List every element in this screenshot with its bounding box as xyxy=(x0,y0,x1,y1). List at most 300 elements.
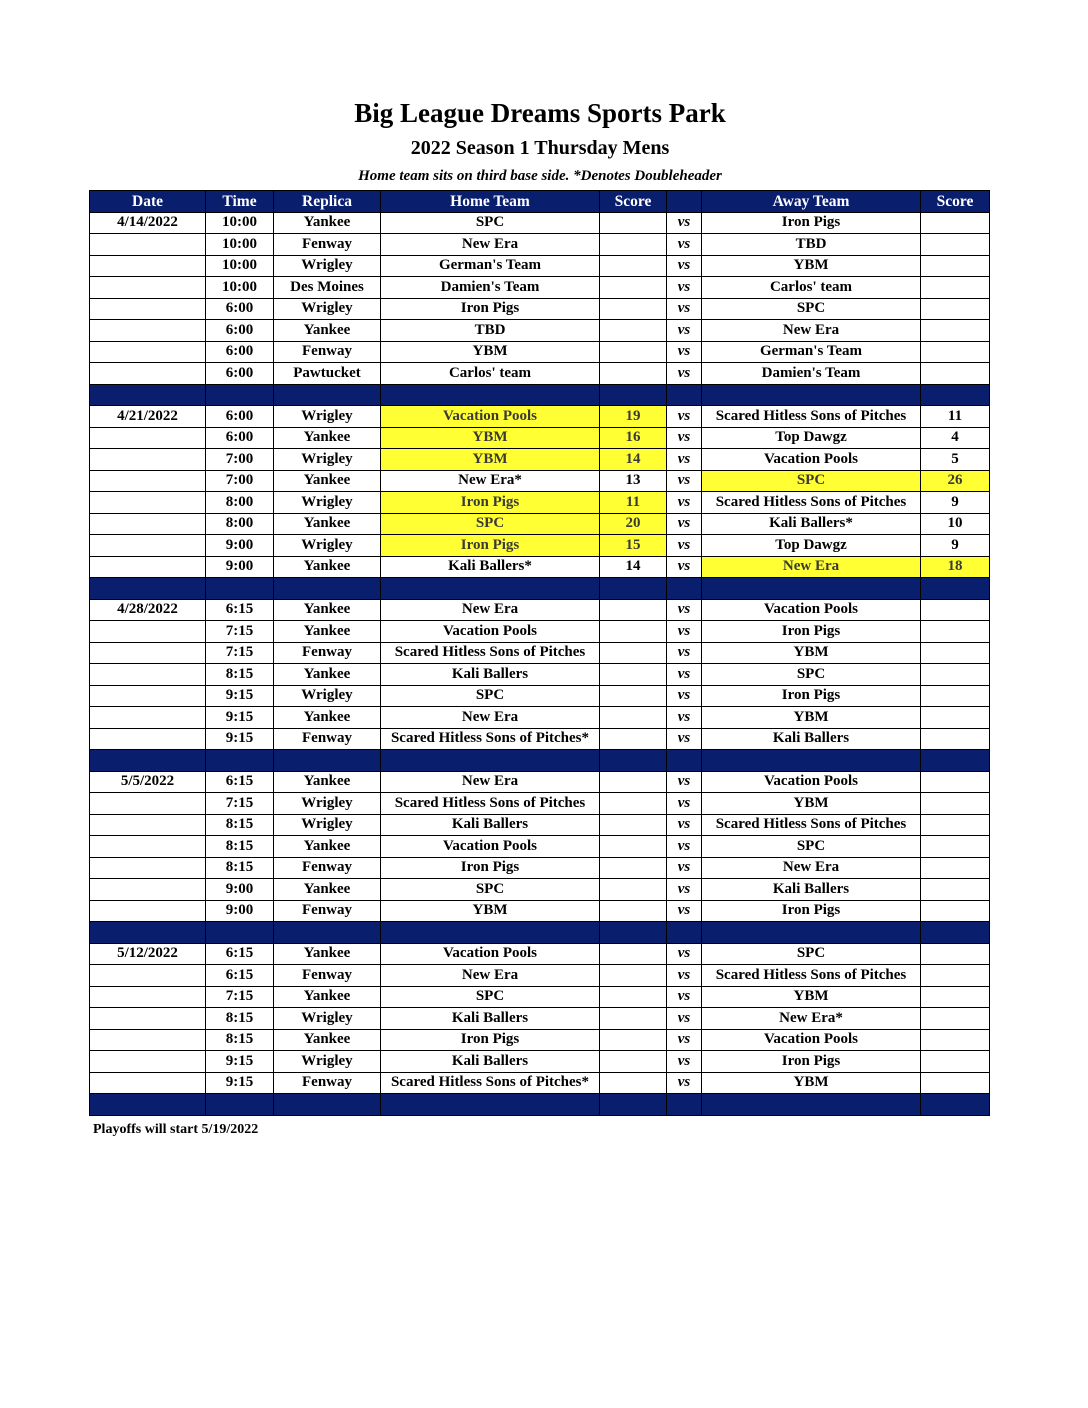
home-team-cell: New Era* xyxy=(381,470,600,492)
away-score-cell xyxy=(921,814,990,836)
separator-cell xyxy=(921,578,990,600)
away-team-cell: YBM xyxy=(702,642,921,664)
home-team-cell: New Era xyxy=(381,965,600,987)
separator-cell xyxy=(702,384,921,406)
home-score-cell: 15 xyxy=(600,535,667,557)
away-team-cell: Iron Pigs xyxy=(702,621,921,643)
vs-cell: vs xyxy=(667,406,702,428)
time-cell: 7:15 xyxy=(206,793,274,815)
away-team-cell: YBM xyxy=(702,793,921,815)
game-row xyxy=(90,1072,990,1094)
date-cell: 5/12/2022 xyxy=(90,943,206,965)
time-cell: 8:15 xyxy=(206,1029,274,1051)
game-row xyxy=(90,814,990,836)
vs-cell: vs xyxy=(667,685,702,707)
date-cell xyxy=(90,363,206,385)
away-score-cell xyxy=(921,298,990,320)
separator-cell xyxy=(206,578,274,600)
separator-cell xyxy=(206,1094,274,1116)
away-team-cell: Scared Hitless Sons of Pitches xyxy=(702,814,921,836)
date-cell xyxy=(90,707,206,729)
game-row xyxy=(90,1029,990,1051)
playoffs-note: Playoffs will start 5/19/2022 xyxy=(93,1122,259,1137)
time-cell: 6:00 xyxy=(206,427,274,449)
away-score-cell xyxy=(921,363,990,385)
away-score-cell xyxy=(921,1029,990,1051)
time-cell: 8:15 xyxy=(206,857,274,879)
game-row xyxy=(90,836,990,858)
date-cell xyxy=(90,728,206,750)
home-team-cell: New Era xyxy=(381,599,600,621)
home-score-cell xyxy=(600,599,667,621)
home-score-cell xyxy=(600,621,667,643)
replica-cell: Fenway xyxy=(274,857,381,879)
date-cell xyxy=(90,1051,206,1073)
home-score-cell: 13 xyxy=(600,470,667,492)
game-row xyxy=(90,341,990,363)
game-row xyxy=(90,320,990,342)
date-cell xyxy=(90,664,206,686)
date-cell xyxy=(90,427,206,449)
away-team-cell: New Era* xyxy=(702,1008,921,1030)
replica-cell: Yankee xyxy=(274,513,381,535)
vs-cell: vs xyxy=(667,427,702,449)
away-score-cell xyxy=(921,771,990,793)
vs-cell: vs xyxy=(667,1072,702,1094)
home-team-cell: YBM xyxy=(381,341,600,363)
time-cell: 8:00 xyxy=(206,513,274,535)
game-row xyxy=(90,1008,990,1030)
away-team-cell: New Era xyxy=(702,320,921,342)
home-score-cell xyxy=(600,1051,667,1073)
home-score-cell xyxy=(600,793,667,815)
game-row xyxy=(90,255,990,277)
replica-cell: Fenway xyxy=(274,642,381,664)
away-score-cell xyxy=(921,900,990,922)
away-score-cell: 9 xyxy=(921,492,990,514)
home-team-cell: SPC xyxy=(381,685,600,707)
home-team-cell: SPC xyxy=(381,513,600,535)
date-cell xyxy=(90,793,206,815)
time-cell: 8:00 xyxy=(206,492,274,514)
separator-cell xyxy=(206,750,274,772)
col-header-home-team: Home Team xyxy=(381,191,600,213)
home-score-cell xyxy=(600,900,667,922)
replica-cell: Wrigley xyxy=(274,535,381,557)
vs-cell: vs xyxy=(667,965,702,987)
vs-cell: vs xyxy=(667,320,702,342)
home-team-cell: Vacation Pools xyxy=(381,943,600,965)
game-row xyxy=(90,556,990,578)
vs-cell: vs xyxy=(667,857,702,879)
home-score-cell xyxy=(600,341,667,363)
home-score-cell xyxy=(600,986,667,1008)
home-score-cell xyxy=(600,642,667,664)
replica-cell: Yankee xyxy=(274,664,381,686)
vs-cell: vs xyxy=(667,298,702,320)
col-header-home-score: Score xyxy=(600,191,667,213)
date-cell xyxy=(90,449,206,471)
separator-cell xyxy=(600,1094,667,1116)
vs-cell: vs xyxy=(667,234,702,256)
replica-cell: Wrigley xyxy=(274,1008,381,1030)
time-cell: 7:15 xyxy=(206,621,274,643)
vs-cell: vs xyxy=(667,836,702,858)
home-score-cell xyxy=(600,1008,667,1030)
page-title: Big League Dreams Sports Park xyxy=(354,98,726,128)
time-cell: 10:00 xyxy=(206,234,274,256)
separator-cell xyxy=(600,922,667,944)
game-row xyxy=(90,771,990,793)
time-cell: 10:00 xyxy=(206,277,274,299)
replica-cell: Yankee xyxy=(274,320,381,342)
away-team-cell: Kali Ballers* xyxy=(702,513,921,535)
home-score-cell xyxy=(600,320,667,342)
game-row xyxy=(90,277,990,299)
replica-cell: Fenway xyxy=(274,341,381,363)
home-team-cell: Iron Pigs xyxy=(381,535,600,557)
home-score-cell: 14 xyxy=(600,556,667,578)
date-cell xyxy=(90,255,206,277)
away-team-cell: YBM xyxy=(702,255,921,277)
game-row xyxy=(90,793,990,815)
away-team-cell: Top Dawgz xyxy=(702,535,921,557)
separator-cell xyxy=(381,922,600,944)
away-score-cell: 11 xyxy=(921,406,990,428)
vs-cell: vs xyxy=(667,642,702,664)
separator-cell xyxy=(90,1094,206,1116)
away-score-cell xyxy=(921,943,990,965)
game-row xyxy=(90,1051,990,1073)
away-team-cell: YBM xyxy=(702,707,921,729)
replica-cell: Wrigley xyxy=(274,793,381,815)
replica-cell: Fenway xyxy=(274,728,381,750)
time-cell: 8:15 xyxy=(206,1008,274,1030)
time-cell: 6:00 xyxy=(206,363,274,385)
col-header-replica: Replica xyxy=(274,191,381,213)
away-score-cell xyxy=(921,255,990,277)
separator-cell xyxy=(921,750,990,772)
home-team-cell: SPC xyxy=(381,879,600,901)
replica-cell: Yankee xyxy=(274,470,381,492)
game-row xyxy=(90,707,990,729)
home-score-cell xyxy=(600,814,667,836)
away-team-cell: Scared Hitless Sons of Pitches xyxy=(702,406,921,428)
game-row xyxy=(90,234,990,256)
replica-cell: Yankee xyxy=(274,771,381,793)
away-team-cell: Vacation Pools xyxy=(702,1029,921,1051)
away-team-cell: YBM xyxy=(702,986,921,1008)
date-cell xyxy=(90,642,206,664)
away-team-cell: YBM xyxy=(702,1072,921,1094)
separator-cell xyxy=(667,922,702,944)
home-score-cell xyxy=(600,879,667,901)
time-cell: 10:00 xyxy=(206,255,274,277)
time-cell: 7:15 xyxy=(206,986,274,1008)
home-team-cell: Iron Pigs xyxy=(381,1029,600,1051)
vs-cell: vs xyxy=(667,599,702,621)
away-score-cell xyxy=(921,836,990,858)
vs-cell: vs xyxy=(667,1008,702,1030)
game-row xyxy=(90,965,990,987)
replica-cell: Yankee xyxy=(274,836,381,858)
home-score-cell xyxy=(600,685,667,707)
away-score-cell xyxy=(921,642,990,664)
replica-cell: Wrigley xyxy=(274,492,381,514)
date-cell xyxy=(90,513,206,535)
date-cell xyxy=(90,492,206,514)
home-score-cell xyxy=(600,664,667,686)
replica-cell: Wrigley xyxy=(274,255,381,277)
away-team-cell: New Era xyxy=(702,857,921,879)
home-team-cell: Carlos' team xyxy=(381,363,600,385)
game-row xyxy=(90,599,990,621)
home-team-cell: Kali Ballers xyxy=(381,814,600,836)
game-row xyxy=(90,879,990,901)
date-cell: 4/14/2022 xyxy=(90,212,206,234)
time-cell: 6:15 xyxy=(206,771,274,793)
vs-cell: vs xyxy=(667,1029,702,1051)
date-cell: 4/21/2022 xyxy=(90,406,206,428)
away-score-cell xyxy=(921,793,990,815)
game-row xyxy=(90,986,990,1008)
home-team-cell: Kali Ballers xyxy=(381,664,600,686)
week-separator xyxy=(90,578,990,600)
separator-cell xyxy=(667,1094,702,1116)
away-score-cell xyxy=(921,685,990,707)
time-cell: 8:15 xyxy=(206,836,274,858)
time-cell: 9:00 xyxy=(206,879,274,901)
home-team-cell: Kali Ballers xyxy=(381,1008,600,1030)
vs-cell: vs xyxy=(667,707,702,729)
away-team-cell: SPC xyxy=(702,836,921,858)
away-team-cell: Kali Ballers xyxy=(702,728,921,750)
home-team-cell: New Era xyxy=(381,771,600,793)
game-row xyxy=(90,685,990,707)
away-score-cell xyxy=(921,986,990,1008)
date-cell xyxy=(90,298,206,320)
game-row xyxy=(90,470,990,492)
home-team-cell: SPC xyxy=(381,212,600,234)
home-team-cell: Vacation Pools xyxy=(381,621,600,643)
home-score-cell xyxy=(600,234,667,256)
col-header-date: Date xyxy=(90,191,206,213)
home-team-cell: Kali Ballers* xyxy=(381,556,600,578)
replica-cell: Yankee xyxy=(274,427,381,449)
time-cell: 8:15 xyxy=(206,814,274,836)
time-cell: 9:15 xyxy=(206,728,274,750)
home-score-cell xyxy=(600,277,667,299)
game-row xyxy=(90,298,990,320)
game-row xyxy=(90,212,990,234)
date-cell xyxy=(90,900,206,922)
game-row xyxy=(90,664,990,686)
replica-cell: Yankee xyxy=(274,556,381,578)
away-team-cell: Scared Hitless Sons of Pitches xyxy=(702,492,921,514)
vs-cell: vs xyxy=(667,363,702,385)
time-cell: 9:15 xyxy=(206,1051,274,1073)
time-cell: 6:00 xyxy=(206,406,274,428)
replica-cell: Yankee xyxy=(274,621,381,643)
away-score-cell xyxy=(921,277,990,299)
away-team-cell: New Era xyxy=(702,556,921,578)
home-team-cell: Kali Ballers xyxy=(381,1051,600,1073)
home-team-cell: Scared Hitless Sons of Pitches xyxy=(381,642,600,664)
home-team-cell: Iron Pigs xyxy=(381,298,600,320)
separator-cell xyxy=(600,578,667,600)
home-score-cell xyxy=(600,255,667,277)
separator-cell xyxy=(702,750,921,772)
separator-cell xyxy=(90,750,206,772)
separator-cell xyxy=(702,1094,921,1116)
time-cell: 9:00 xyxy=(206,900,274,922)
date-cell xyxy=(90,556,206,578)
vs-cell: vs xyxy=(667,492,702,514)
vs-cell: vs xyxy=(667,255,702,277)
separator-cell xyxy=(600,384,667,406)
week-separator xyxy=(90,1094,990,1116)
home-team-cell: Damien's Team xyxy=(381,277,600,299)
away-team-cell: Iron Pigs xyxy=(702,1051,921,1073)
separator-cell xyxy=(206,922,274,944)
away-team-cell: SPC xyxy=(702,943,921,965)
vs-cell: vs xyxy=(667,1051,702,1073)
home-team-cell: Scared Hitless Sons of Pitches* xyxy=(381,728,600,750)
home-team-cell: YBM xyxy=(381,449,600,471)
replica-cell: Yankee xyxy=(274,879,381,901)
away-team-cell: TBD xyxy=(702,234,921,256)
separator-cell xyxy=(702,578,921,600)
game-row xyxy=(90,449,990,471)
week-separator xyxy=(90,750,990,772)
home-team-cell: Iron Pigs xyxy=(381,492,600,514)
col-header-away-team: Away Team xyxy=(702,191,921,213)
away-team-cell: Iron Pigs xyxy=(702,685,921,707)
vs-cell: vs xyxy=(667,556,702,578)
home-team-cell: Scared Hitless Sons of Pitches* xyxy=(381,1072,600,1094)
away-team-cell: SPC xyxy=(702,664,921,686)
away-score-cell xyxy=(921,728,990,750)
away-score-cell xyxy=(921,857,990,879)
home-team-cell: Scared Hitless Sons of Pitches xyxy=(381,793,600,815)
home-score-cell xyxy=(600,836,667,858)
separator-cell xyxy=(667,578,702,600)
home-score-cell: 16 xyxy=(600,427,667,449)
time-cell: 6:15 xyxy=(206,965,274,987)
away-score-cell: 4 xyxy=(921,427,990,449)
home-score-cell xyxy=(600,771,667,793)
game-row xyxy=(90,621,990,643)
away-score-cell xyxy=(921,1072,990,1094)
schedule-note: Home team sits on third base side. *Denotes Doubleheader xyxy=(358,168,722,184)
time-cell: 9:15 xyxy=(206,1072,274,1094)
date-cell xyxy=(90,470,206,492)
date-cell xyxy=(90,621,206,643)
away-score-cell xyxy=(921,879,990,901)
home-team-cell: SPC xyxy=(381,986,600,1008)
away-score-cell xyxy=(921,1008,990,1030)
away-team-cell: Iron Pigs xyxy=(702,900,921,922)
home-score-cell xyxy=(600,943,667,965)
replica-cell: Fenway xyxy=(274,900,381,922)
home-team-cell: German's Team xyxy=(381,255,600,277)
vs-cell: vs xyxy=(667,879,702,901)
away-score-cell: 26 xyxy=(921,470,990,492)
date-cell: 4/28/2022 xyxy=(90,599,206,621)
home-team-cell: New Era xyxy=(381,707,600,729)
replica-cell: Yankee xyxy=(274,986,381,1008)
home-score-cell xyxy=(600,212,667,234)
col-header-away-score: Score xyxy=(921,191,990,213)
game-row xyxy=(90,427,990,449)
separator-cell xyxy=(274,1094,381,1116)
time-cell: 9:15 xyxy=(206,685,274,707)
vs-cell: vs xyxy=(667,793,702,815)
away-score-cell: 9 xyxy=(921,535,990,557)
away-team-cell: Top Dawgz xyxy=(702,427,921,449)
replica-cell: Fenway xyxy=(274,965,381,987)
separator-cell xyxy=(921,1094,990,1116)
home-score-cell xyxy=(600,728,667,750)
vs-cell: vs xyxy=(667,470,702,492)
separator-cell xyxy=(90,578,206,600)
home-team-cell: YBM xyxy=(381,900,600,922)
replica-cell: Wrigley xyxy=(274,814,381,836)
replica-cell: Wrigley xyxy=(274,298,381,320)
time-cell: 6:15 xyxy=(206,943,274,965)
game-row xyxy=(90,857,990,879)
vs-cell: vs xyxy=(667,771,702,793)
home-score-cell xyxy=(600,363,667,385)
away-score-cell xyxy=(921,599,990,621)
away-team-cell: SPC xyxy=(702,298,921,320)
time-cell: 6:15 xyxy=(206,599,274,621)
separator-cell xyxy=(921,384,990,406)
col-header-vs xyxy=(667,191,702,213)
away-score-cell xyxy=(921,664,990,686)
time-cell: 7:15 xyxy=(206,642,274,664)
away-score-cell xyxy=(921,320,990,342)
time-cell: 7:00 xyxy=(206,449,274,471)
away-team-cell: Vacation Pools xyxy=(702,449,921,471)
away-team-cell: SPC xyxy=(702,470,921,492)
date-cell xyxy=(90,234,206,256)
away-team-cell: German's Team xyxy=(702,341,921,363)
time-cell: 7:00 xyxy=(206,470,274,492)
vs-cell: vs xyxy=(667,212,702,234)
replica-cell: Des Moines xyxy=(274,277,381,299)
game-row xyxy=(90,406,990,428)
home-score-cell: 20 xyxy=(600,513,667,535)
separator-cell xyxy=(381,1094,600,1116)
separator-cell xyxy=(274,578,381,600)
date-cell xyxy=(90,879,206,901)
vs-cell: vs xyxy=(667,943,702,965)
game-row xyxy=(90,363,990,385)
away-team-cell: Scared Hitless Sons of Pitches xyxy=(702,965,921,987)
game-row xyxy=(90,642,990,664)
separator-cell xyxy=(921,922,990,944)
home-score-cell xyxy=(600,857,667,879)
vs-cell: vs xyxy=(667,621,702,643)
replica-cell: Wrigley xyxy=(274,1051,381,1073)
separator-cell xyxy=(274,384,381,406)
date-cell xyxy=(90,1008,206,1030)
separator-cell xyxy=(206,384,274,406)
away-score-cell xyxy=(921,341,990,363)
date-cell xyxy=(90,685,206,707)
home-score-cell xyxy=(600,707,667,729)
